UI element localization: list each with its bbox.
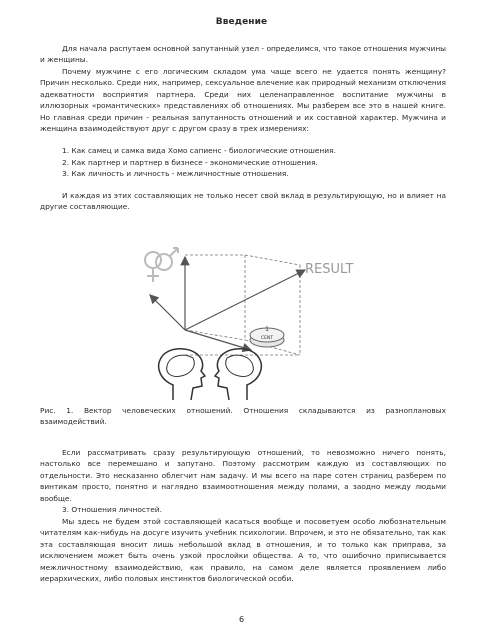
page-number: 6 <box>238 615 245 624</box>
list-item: 2. Как партнер и партнер в бизнесе - экономические отношения. <box>62 157 318 167</box>
coin-icon <box>250 326 284 347</box>
coin-number: 1 <box>265 326 269 333</box>
paragraph-components: И каждая из этих составляющих не только несет свой вклад в результирующую, но и влияет на другие составляющие. <box>40 191 446 212</box>
heads-icon <box>159 349 262 400</box>
result-label: RESULT <box>305 262 354 277</box>
coin-word: CENT <box>260 336 274 341</box>
diagonal-vector <box>185 330 251 350</box>
paragraph-reasons: Почему мужчине с его логическим складом ума чаще всего не удается понять женщину? Причин несколько. Среди них, например, сексуальное влечение как природный механизм отключения адекватности восприятия партнера. Среди них целенаправленное воспитание мужчины в иллюзорных «романтических» представлениях об отношениях. Мы разберем все это в нашей книге. Но главная среди причин - реальная запутанность отношений и их составной характер. Мужчина и женщина взаимодействуют друг с другом сразу в трех измерениях: <box>40 67 446 134</box>
paragraph-intro: Для начала распутаем основной запутанный узел - определимся, что такое отношения мужчины и женщины. <box>40 44 446 65</box>
paragraph-heading-3: 3. Отношения личностей. <box>62 505 162 514</box>
paragraph-personal-relations: Мы здесь не будем этой составляющей касаться вообще и посоветуем особо любознательным читателям как-нибудь на досуге изучить учебник психологии. Впрочем, и это не обязательно, так как эта составляющая вносит лишь небольшой вклад в отношения, и то только как приправа, за исключением может быть очень узкой прослойки общества. А то, что ошибочно приписывается межличностному взаимодействию, как правило, на самом деле является проявлением либо иерархических, либо половых инстинктов биологической особи. <box>40 517 446 584</box>
page-title: Введение <box>215 17 268 27</box>
paragraph-result: Если рассматривать сразу результирующую отношений, то невозможно ничего понять, настолько все перемешано и запутано. Поэтому рассмотрим каждую из составляющих по отдельности. Это несказанно облегчит нам задачу. И мы всего на паре сотен страниц разберем по винтикам просто, понятно и наглядно взаимоотношения между полами, а заодно между людьми вообще. <box>40 448 446 503</box>
relations-vector-figure <box>125 240 375 400</box>
dimensions-list <box>62 145 442 180</box>
list-item: 1. Как самец и самка вида Хомо сапиенс - биологические отношения. <box>62 146 336 155</box>
left-vector <box>150 295 185 330</box>
list-item: 3. Как личность и личность - межличностные отношения. <box>62 169 289 179</box>
figure-caption: Рис. 1. Вектор человеческих отношений. Отношения складываются из разноплановых взаимодействий. <box>40 406 446 427</box>
gender-symbols-icon <box>145 248 178 282</box>
